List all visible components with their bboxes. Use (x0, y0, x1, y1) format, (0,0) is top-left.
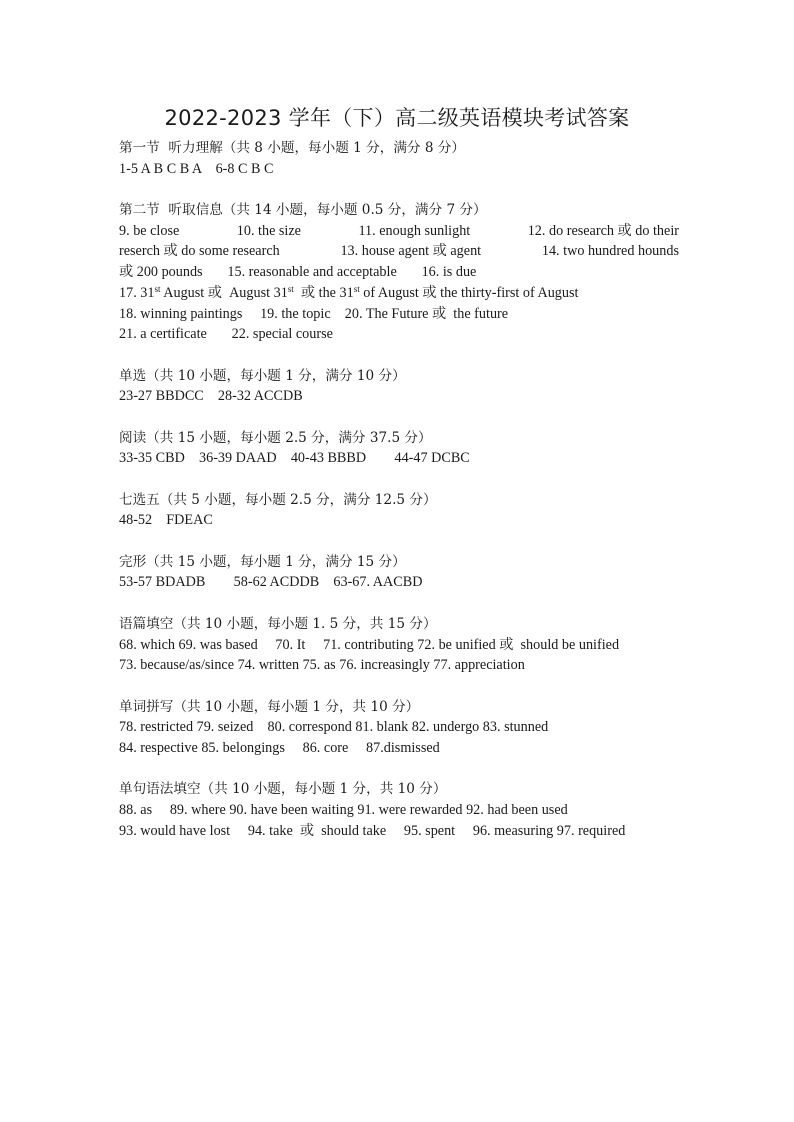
answer-item: 10. the size (236, 222, 301, 239)
answer-item: 11. enough sunlight (358, 222, 471, 239)
answer-item: reserch 或 do some research (119, 243, 280, 260)
answer-text: 或 the 31 (293, 284, 354, 301)
spacer (119, 593, 679, 614)
spacer (119, 469, 679, 490)
cloze-answers: 53-57 BDADB 58-62 ACDDB 63-67. AACBD (119, 574, 423, 591)
spelling-line-1: 78. restricted 79. seized 80. correspond 81. blank 82. undergo 83. stunned (119, 719, 549, 736)
passage-fill-heading: 语篇填空（共 10 小题，每小题 1. 5 分，共 15 分） (119, 615, 437, 632)
ordinal-suffix: st (154, 283, 161, 294)
cloze-heading: 完形（共 15 小题，每小题 1 分，满分 15 分） (119, 553, 406, 570)
listening2-line-4 (119, 283, 679, 304)
spacer (119, 179, 679, 200)
single-choice-heading: 单选（共 10 小题，每小题 1 分，满分 10 分） (119, 367, 406, 384)
spelling-heading: 单词拼写（共 10 小题，每小题 1 分，共 10 分） (119, 698, 420, 715)
single-choice-answers: 23-27 BBDCC 28-32 ACCDB (119, 388, 303, 405)
listening2-line-2 (119, 241, 679, 262)
spacer (119, 345, 679, 366)
reading-answers: 33-35 CBD 36-39 DAAD 40-43 BBBD 44-47 DCBC (119, 450, 470, 467)
spacer (119, 531, 679, 552)
spacer (119, 759, 679, 780)
listening2-heading: 第二节 听取信息（共 14 小题，每小题 0.5 分，满分 7 分） (119, 202, 487, 219)
ordinal-suffix: st (353, 283, 360, 294)
passage-fill-line-2: 73. because/as/since 74. written 75. as 76. increasingly 77. appreciation (119, 657, 525, 674)
answer-item: 12. do research 或 do their (527, 222, 679, 239)
answer-item: 13. house agent 或 agent (340, 243, 482, 260)
ordinal-suffix: st (287, 283, 294, 294)
grammar-line-2: 93. would have lost 94. take 或 should take 95. spent 96. measuring 97. required (119, 822, 626, 839)
seven-five-heading: 七选五（共 5 小题，每小题 2.5 分，满分 12.5 分） (119, 491, 437, 508)
grammar-line-1: 88. as 89. where 90. have been waiting 91. were rewarded 92. had been used (119, 802, 568, 818)
listening1-answers: 1-5 A B C B A 6-8 C B C (119, 160, 274, 177)
seven-five-answers: 48-52 FDEAC (119, 512, 213, 529)
listening2-line-5: 18. winning paintings 19. the topic 20. The Future 或 the future (119, 305, 509, 322)
grammar-heading: 单句语法填空（共 10 小题，每小题 1 分，共 10 分） (119, 781, 447, 798)
spacer (119, 407, 679, 428)
passage-fill-line-1: 68. which 69. was based 70. It 71. contributing 72. be unified 或 should be unified (119, 636, 620, 653)
spacer (119, 676, 679, 697)
page-title: 2022-2023 学年（下）高二级英语模块考试答案 (164, 106, 630, 130)
listening2-line-6: 21. a certificate 22. special course (119, 326, 333, 343)
answer-text: August 或 August 31 (160, 284, 288, 301)
answer-text: of August 或 the thirty-first of August (359, 284, 579, 301)
answer-item: 14. two hundred hounds (541, 243, 679, 260)
answer-content (119, 138, 679, 841)
reading-heading: 阅读（共 15 小题，每小题 2.5 分，满分 37.5 分） (119, 429, 432, 446)
listening2-line-3: 或 200 pounds 15. reasonable and acceptable 16. is due (119, 264, 477, 281)
listening1-heading: 第一节 听力理解（共 8 小题，每小题 1 分，满分 8 分） (119, 140, 465, 156)
answer-item: 9. be close (119, 222, 180, 239)
spelling-line-2: 84. respective 85. belongings 86. core 87.dismissed (119, 739, 440, 756)
answer-text: 17. 31 (119, 284, 155, 301)
listening2-line-1 (119, 221, 679, 242)
